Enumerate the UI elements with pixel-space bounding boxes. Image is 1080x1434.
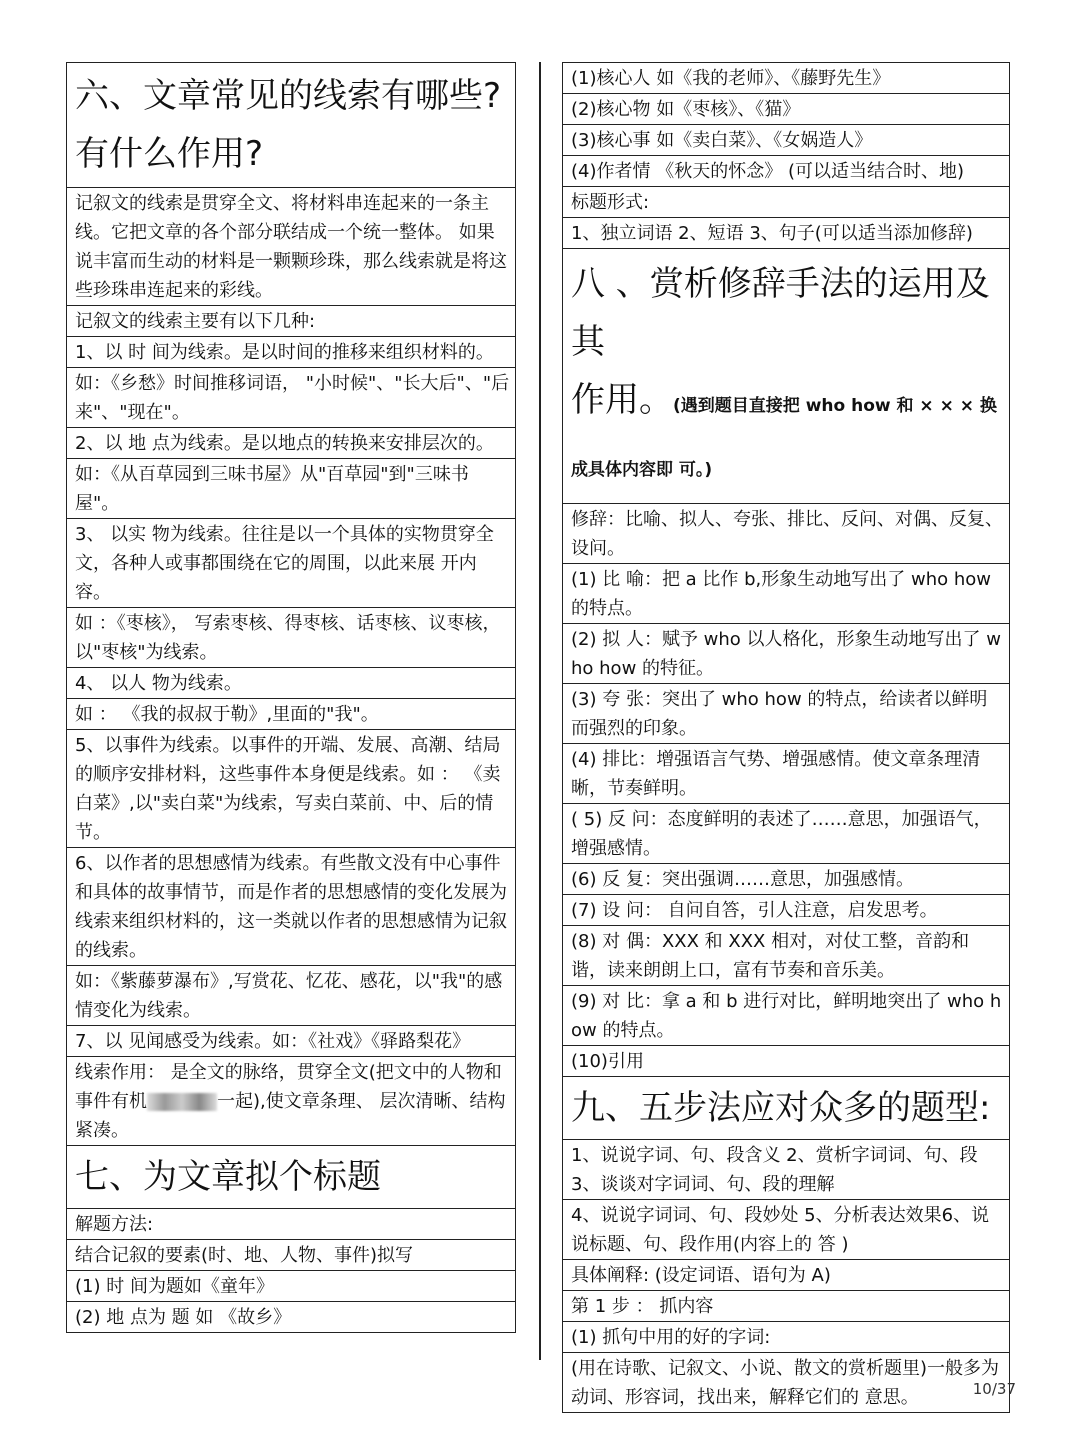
table-row: 记叙文的线索主要有以下几种: <box>67 306 515 337</box>
table-row: (9) 对 比：拿 a 和 b 进行对比，鲜明地突出了 who how 的特点。 <box>563 986 1009 1046</box>
table-row: (4) 排比：增强语言气势、增强感情。使文章条理清晰，节奏鲜明。 <box>563 744 1009 804</box>
section-heading-8 <box>563 249 1009 504</box>
table-row: 2、以 地 点为线索。是以地点的转换来安排层次的。 <box>67 428 515 459</box>
table-row: (6) 反 复：突出强调……意思，加强感情。 <box>563 864 1009 895</box>
table-row: (2) 拟 人：赋予 who 以人格化，形象生动地写出了 who how 的特征。 <box>563 624 1009 684</box>
table-row: (用在诗歌、记叙文、小说、散文的赏析题里)一般多为动词、形容词，找出来，解释它们的 意思。 <box>571 1358 1000 1408</box>
table-row: 标题形式: <box>563 187 1009 218</box>
table-row: 如 ：《枣核》， 写索枣核、得枣核、话枣核、议枣核，以"枣核"为线索。 <box>67 608 515 668</box>
left-column <box>66 62 516 1333</box>
table-row: 4、说说字词词、句、段妙处 5、分析表达效果6、说说标题、句、段作用(内容上的 答 ) <box>563 1200 1009 1260</box>
section-heading-7: 七、为文章拟个标题 <box>67 1146 515 1209</box>
blurred-region <box>147 1093 217 1111</box>
section-heading-8-note: (遇到题目直接把 who how 和 × × × 换成具体内容即 可。) <box>571 396 997 480</box>
table-row: 3、 以实 物为线索。往往是以一个具体的实物贯穿全文，各种人或事都围绕在它的周围，以此来展 开内容。 <box>67 519 515 608</box>
table-row: 如 ： 《我的叔叔于勒》,里面的"我"。 <box>67 699 515 730</box>
table-row: (3)核心事 如《卖白菜》、《女娲造人》 <box>563 125 1009 156</box>
table-row: 4、 以人 物为线索。 <box>67 668 515 699</box>
table-row: 1、以 时 间为线索。是以时间的推移来组织材料的。 <box>67 337 515 368</box>
section-heading-9: 九、五步法应对众多的题型: <box>563 1077 1009 1140</box>
table-row-clue-role <box>67 1057 515 1146</box>
table-row: 记叙文的线索是贯穿全文、将材料串连起来的一条主线。它把文章的各个部分联结成一个统一整体。 如果说丰富而生动的材料是一颗颗珍珠，那么线索就是将这些珍珠串连起来的彩线。 <box>67 188 515 306</box>
table-row: (1) 抓句中用的好的字词: <box>563 1322 1009 1353</box>
table-row: 具体阐释: (设定词语、语句为 A) <box>563 1260 1009 1291</box>
right-table <box>562 62 1010 1413</box>
table-row: (7) 设 问： 自问自答，引人注意，启发思考。 <box>563 895 1009 926</box>
table-row: 1、独立词语 2、短语 3、句子(可以适当添加修辞) <box>563 218 1009 249</box>
table-row: 6、以作者的思想感情为线索。有些散文没有中心事件和具体的故事情节，而是作者的思想感情的变化发展为线索来组织材料的，这一类就以作者的思想感情为记叙的线索。 <box>67 848 515 966</box>
table-row: (1)核心人 如《我的老师》、《藤野先生》 <box>563 63 1009 94</box>
section-heading-6: 六、文章常见的线索有哪些?有什么作用? <box>67 63 515 188</box>
page-number: 10/37 <box>972 1380 1016 1398</box>
table-row: (2)核心物 如《枣核》、《猫》 <box>563 94 1009 125</box>
left-table <box>66 62 516 1333</box>
column-divider <box>539 62 541 1360</box>
table-row: 修辞：比喻、拟人、夸张、排比、反问、对偶、反复、设问。 <box>563 504 1009 564</box>
table-row: (10)引用 <box>563 1046 1009 1077</box>
table-row: (1) 时 间为题如《童年》 <box>67 1271 515 1302</box>
table-row: 如：《紫藤萝瀑布》,写赏花、忆花、感花，以"我"的感情变化为线索。 <box>67 966 515 1026</box>
table-row: (3) 夸 张：突出了 who how 的特点，给读者以鲜明而强烈的印象。 <box>563 684 1009 744</box>
table-row: 第 1 步 ： 抓内容 <box>563 1291 1009 1322</box>
table-row: 7、以 见闻感受为线索。如：《社戏》《驿路梨花》 <box>67 1026 515 1057</box>
table-row: 如：《乡愁》时间推移词语， "小时候"、"长大后"、"后来"、"现在"。 <box>67 368 515 428</box>
table-row: (1) 比 喻：把 a 比作 b,形象生动地写出了 who how 的特点。 <box>563 564 1009 624</box>
table-row: 如：《从百草园到三味书屋》从"百草园"到"三味书屋"。 <box>67 459 515 519</box>
table-row: 解题方法: <box>67 1209 515 1240</box>
clue-role-text-a: 线索作用： 是全文的脉络，贯穿全文(把文中的人物和事件有机 <box>75 1062 502 1112</box>
table-row: (2) 地 点为 题 如 《故乡》 <box>75 1307 292 1328</box>
section-heading-8-line2: 作用。(遇到题目直接把 who how 和 × × × 换成具体内容即 可。) <box>571 380 997 480</box>
table-row: (4)作者情 《秋天的怀念》 (可以适当结合时、地) <box>563 156 1009 187</box>
table-row: ( 5) 反 问：态度鲜明的表述了……意思，加强语气，增强感情。 <box>563 804 1009 864</box>
table-row: 1、说说字词、句、段含义 2、赏析字词词、句、段 3、谈谈对字词词、句、段的理解 <box>563 1140 1009 1200</box>
right-column <box>562 62 1010 1413</box>
section-heading-8-line1: 八 、赏析修辞手法的运用及其 <box>571 264 990 362</box>
table-row: 5、以事件为线索。以事件的开端、发展、高潮、结局的顺序安排材料，这些事件本身便是线索。如 ： 《卖白菜》,以"卖白菜"为线索，写卖白菜前、中、后的情节。 <box>67 730 515 848</box>
table-row: (8) 对 偶：XXX 和 XXX 相对，对仗工整，音韵和谐，读来朗朗上口，富有节奏和音乐美。 <box>563 926 1009 986</box>
table-row: 结合记叙的要素(时、地、人物、事件)拟写 <box>67 1240 515 1271</box>
clue-role-text-b: 一起),使文章条理、 层次清晰、结构紧凑。 <box>75 1091 506 1141</box>
